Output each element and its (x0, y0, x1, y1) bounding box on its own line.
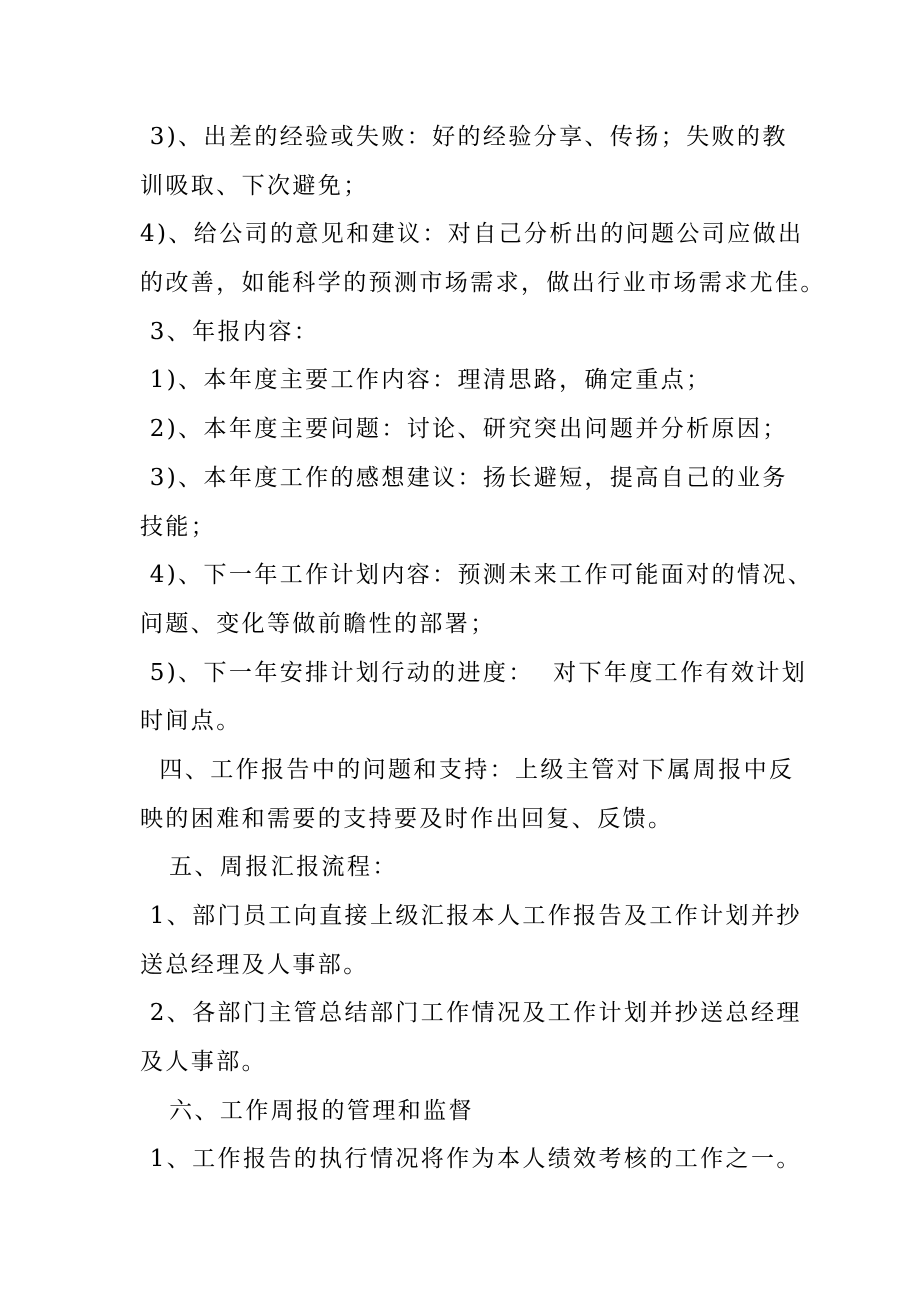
text-line: 1、部门员工向直接上级汇报本人工作报告及工作计划并抄 (140, 903, 802, 929)
text-line: 3)、出差的经验或失败：好的经验分享、传扬；失败的教 (140, 124, 788, 150)
text-line: 送总经理及人事部。 (140, 951, 369, 978)
text-line: 映的困难和需要的支持要及时作出回复、反馈。 (140, 805, 674, 832)
text-line: 训吸取、下次避免； (140, 172, 369, 199)
text-line: 的改善，如能科学的预测市场需求，做出行业市场需求尤佳。 (140, 270, 826, 297)
text-line: 问题、变化等做前瞻性的部署； (140, 610, 496, 637)
text-line: 技能； (140, 513, 217, 540)
text-line: 时间点。 (140, 708, 242, 735)
text-line: 六、工作周报的管理和监督 (140, 1097, 474, 1124)
text-line: 四、工作报告中的问题和支持：上级主管对下属周报中反 (140, 756, 795, 783)
text-line: 4)、下一年工作计划内容：预测未来工作可能面对的情况、 (140, 562, 814, 589)
text-line: 2)、本年度主要问题：讨论、研究突出问题并分析原因； (140, 416, 788, 443)
text-line: 3、年报内容： (140, 318, 320, 345)
text-line: 1)、本年度主要工作内容：理清思路，确定重点； (140, 367, 712, 394)
text-line: 1、工作报告的执行情况将作为本人绩效考核的工作之一。 (140, 1146, 802, 1173)
text-line: 5)、下一年安排计划行动的进度： 对下年度工作有效计划 (140, 659, 808, 686)
document-body (140, 113, 826, 1184)
text-line: 4)、给公司的意见和建议：对自己分析出的问题公司应做出 (140, 221, 804, 248)
text-line: 3)、本年度工作的感想建议：扬长避短，提高自己的业务 (140, 464, 788, 491)
text-line: 五、周报汇报流程： (140, 854, 398, 881)
text-line: 及人事部。 (140, 1049, 267, 1076)
text-line: 2、各部门主管总结部门工作情况及工作计划并抄送总经理 (140, 1000, 802, 1027)
